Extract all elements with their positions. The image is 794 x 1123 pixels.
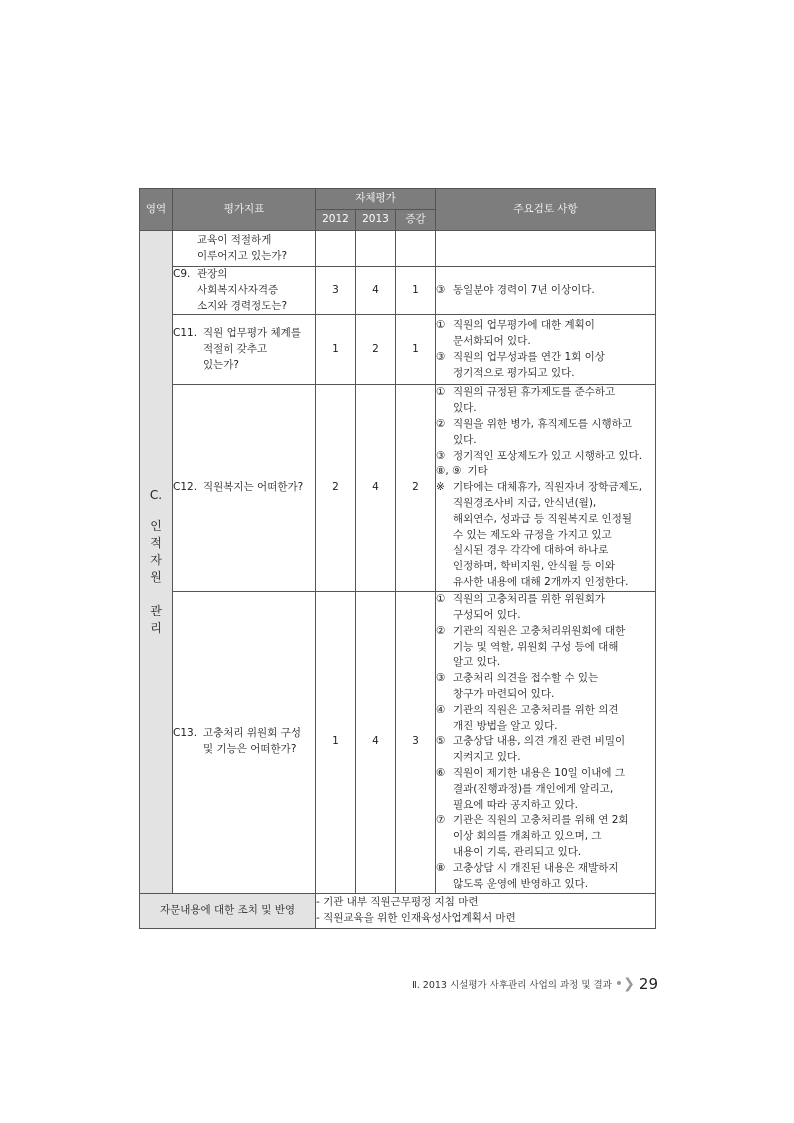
review-cell xyxy=(436,231,656,267)
review-line: 직원을 위한 병가, 휴직제도를 시행하고 xyxy=(453,417,632,430)
indicator-line: 적절히 갖추고 xyxy=(203,342,268,355)
chapter-title: Ⅱ. 2013 시설평가 사후관리 사업의 과정 및 결과 xyxy=(412,980,612,991)
review-line: 기관은 직원의 고충처리를 위해 연 2회 xyxy=(453,814,629,827)
score-y2013: 4 xyxy=(356,591,396,893)
score-change: 1 xyxy=(396,315,436,385)
review-marker: ⑧ xyxy=(436,861,446,874)
review-line: 지켜지고 있다. xyxy=(453,751,521,764)
review-marker: ③ xyxy=(436,672,446,685)
review-item xyxy=(436,417,655,449)
advice-line: - 직원교육을 위한 인재육성사업계획서 마련 xyxy=(316,911,516,924)
indicator-cell xyxy=(173,315,316,385)
header-review: 주요검토 사항 xyxy=(436,189,656,231)
score-y2012: 3 xyxy=(316,267,356,315)
header-self-eval: 자체평가 xyxy=(316,189,436,210)
header-year-2013: 2013 xyxy=(356,210,396,231)
score-y2013: 2 xyxy=(356,315,396,385)
review-marker: ⑥ xyxy=(436,766,446,779)
chevron-right-icon: •❯ xyxy=(614,976,635,992)
review-line: 정기적으로 평가되고 있다. xyxy=(453,366,575,379)
review-line: 기능 및 역할, 위원회 구성 등에 대해 xyxy=(453,640,619,653)
score-y2012: 1 xyxy=(316,591,356,893)
review-line: 수 있는 제도와 규정을 가지고 있고 xyxy=(453,528,612,541)
indicator-code: C9. xyxy=(173,268,191,280)
score-change: 2 xyxy=(396,385,436,591)
table-body xyxy=(140,231,656,929)
review-marker: ③ xyxy=(436,449,446,462)
review-item xyxy=(436,671,655,703)
advice-line: - 기관 내부 직원근무평정 지침 마련 xyxy=(316,895,479,908)
advice-content xyxy=(316,893,656,928)
review-line: 기관의 직원은 고충처리위원회에 대한 xyxy=(453,624,626,637)
review-cell xyxy=(436,315,656,385)
review-line: 정기적인 포상제도가 있고 시행하고 있다. xyxy=(453,449,643,462)
indicator-cell xyxy=(173,267,316,315)
review-line: 기타에는 대체휴가, 직원자녀 장학금제도, xyxy=(453,481,643,494)
review-line: 기타 xyxy=(467,465,488,478)
review-marker: ⑧, ⑨ xyxy=(436,465,462,478)
score-y2013: 4 xyxy=(356,267,396,315)
review-marker: ① xyxy=(436,386,446,399)
review-item xyxy=(436,480,655,591)
review-item xyxy=(436,318,655,350)
indicator-line: 이루어지고 있는가? xyxy=(197,249,288,262)
review-line: 문서화되어 있다. xyxy=(453,335,531,348)
area-char xyxy=(140,586,172,603)
area-char: 자 xyxy=(150,552,162,567)
indicator-cell xyxy=(173,385,316,591)
review-line: 필요에 따라 공지하고 있다. xyxy=(453,798,578,811)
review-cell xyxy=(436,591,656,893)
indicator-line: 관장의 xyxy=(197,268,228,280)
table-row xyxy=(140,267,656,315)
review-marker: ※ xyxy=(436,481,445,494)
area-code: C. xyxy=(149,487,163,502)
review-line: 동일분야 경력이 7년 이상이다. xyxy=(453,283,595,296)
review-line: 창구가 마련되어 있다. xyxy=(453,687,555,700)
review-line: 이상 회의를 개최하고 있으며, 그 xyxy=(453,830,602,843)
review-item xyxy=(436,861,655,893)
review-line: 유사한 내용에 대해 2개까지 인정한다. xyxy=(453,575,629,588)
review-item xyxy=(436,385,655,417)
review-cell xyxy=(436,385,656,591)
review-line: 있다. xyxy=(453,433,477,446)
review-line: 고충상담 시 개진된 내용은 재발하지 xyxy=(453,861,619,874)
review-line: 직원경조사비 지급, 안식년(월), xyxy=(453,496,597,509)
review-line: 개진 방법을 알고 있다. xyxy=(453,719,558,732)
indicator-line: 소지와 경력정도는? xyxy=(197,299,288,312)
table-row xyxy=(140,231,656,267)
review-marker: ① xyxy=(436,319,446,332)
review-line: 실시된 경우 각각에 대하여 하나로 xyxy=(453,544,609,557)
review-marker: ③ xyxy=(436,283,446,296)
review-line: 기관의 직원은 고충처리를 위한 의견 xyxy=(453,703,619,716)
review-item xyxy=(436,624,655,671)
advice-row xyxy=(140,893,656,928)
review-line: 고충처리 의견을 접수할 수 있는 xyxy=(453,672,599,685)
table-row xyxy=(140,591,656,893)
indicator-code: C11. xyxy=(173,327,198,340)
table-row xyxy=(140,385,656,591)
review-item xyxy=(436,703,655,735)
area-char: 인 xyxy=(150,518,162,533)
area-char: 리 xyxy=(150,620,162,635)
indicator-line: 직원 업무평가 체계를 xyxy=(203,327,301,340)
review-line: 구성되어 있다. xyxy=(453,608,521,621)
review-marker: ③ xyxy=(436,350,446,363)
area-cell xyxy=(140,231,173,894)
review-marker: ④ xyxy=(436,703,446,716)
score-y2012: 1 xyxy=(316,315,356,385)
indicator-code xyxy=(173,233,197,265)
score-change: 1 xyxy=(396,267,436,315)
review-line: 직원의 규정된 휴가제도를 준수하고 xyxy=(453,386,616,399)
score-y2013: 4 xyxy=(356,385,396,591)
review-item xyxy=(436,283,655,299)
indicator-line: 직원복지는 어떠한가? xyxy=(203,481,304,494)
indicator-code: C12. xyxy=(173,481,198,494)
review-line: 결과(진행과정)를 개인에게 알리고, xyxy=(453,782,614,795)
review-line: 직원의 고충처리를 위한 위원회가 xyxy=(453,593,606,606)
header-indicator: 평가지표 xyxy=(173,189,316,231)
score-change: 3 xyxy=(396,591,436,893)
indicator-line: 교육이 적절하게 xyxy=(197,233,272,246)
review-item xyxy=(436,766,655,813)
review-line: 내용이 기록, 관리되고 있다. xyxy=(453,845,582,858)
review-line: 있다. xyxy=(453,402,477,415)
indicator-line: 있는가? xyxy=(203,358,240,371)
review-item xyxy=(436,592,655,624)
header-change: 증감 xyxy=(396,210,436,231)
review-marker: ① xyxy=(436,593,446,606)
review-marker: ② xyxy=(436,624,446,637)
review-item xyxy=(436,350,655,382)
review-item xyxy=(436,813,655,860)
review-line: 않도록 운영에 반영하고 있다. xyxy=(453,877,589,890)
review-line: 직원의 업무평가에 대한 계획이 xyxy=(453,319,595,332)
review-line: 직원의 업무성과를 연간 1회 이상 xyxy=(453,350,605,363)
review-cell xyxy=(436,267,656,315)
review-line: 직원이 제기한 내용은 10일 이내에 그 xyxy=(453,766,626,779)
score-y2012 xyxy=(316,231,356,267)
review-marker: ⑤ xyxy=(436,735,446,748)
review-item xyxy=(436,464,655,480)
area-char: 적 xyxy=(150,535,162,550)
indicator-cell xyxy=(173,231,316,267)
evaluation-table xyxy=(139,188,656,929)
advice-label: 자문내용에 대한 조치 및 반영 xyxy=(140,893,316,928)
score-change xyxy=(396,231,436,267)
indicator-line: 고충처리 위원회 구성 xyxy=(203,727,301,740)
review-line: 해외연수, 성과급 등 직원복지로 인정될 xyxy=(453,512,632,525)
review-marker: ② xyxy=(436,417,446,430)
indicator-code: C13. xyxy=(173,727,198,740)
indicator-cell xyxy=(173,591,316,893)
review-item xyxy=(436,449,655,465)
review-marker: ⑦ xyxy=(436,814,446,827)
indicator-line: 사회복지사자격증 xyxy=(197,283,279,296)
page-number: 29 xyxy=(638,975,658,993)
table-row xyxy=(140,315,656,385)
review-line: 인정하며, 학비지원, 안식월 등 이와 xyxy=(453,560,616,573)
score-y2013 xyxy=(356,231,396,267)
review-line: 고충상담 내용, 의견 개진 관련 비밀이 xyxy=(453,735,626,748)
area-char: 관 xyxy=(150,603,162,618)
score-y2012: 2 xyxy=(316,385,356,591)
indicator-line: 및 기능은 어떠한가? xyxy=(203,743,297,756)
review-item xyxy=(436,734,655,766)
review-line: 알고 있다. xyxy=(453,656,501,669)
header-year-2012: 2012 xyxy=(316,210,356,231)
header-area: 영역 xyxy=(140,189,173,231)
area-char: 원 xyxy=(150,569,162,584)
page-footer xyxy=(388,973,658,995)
